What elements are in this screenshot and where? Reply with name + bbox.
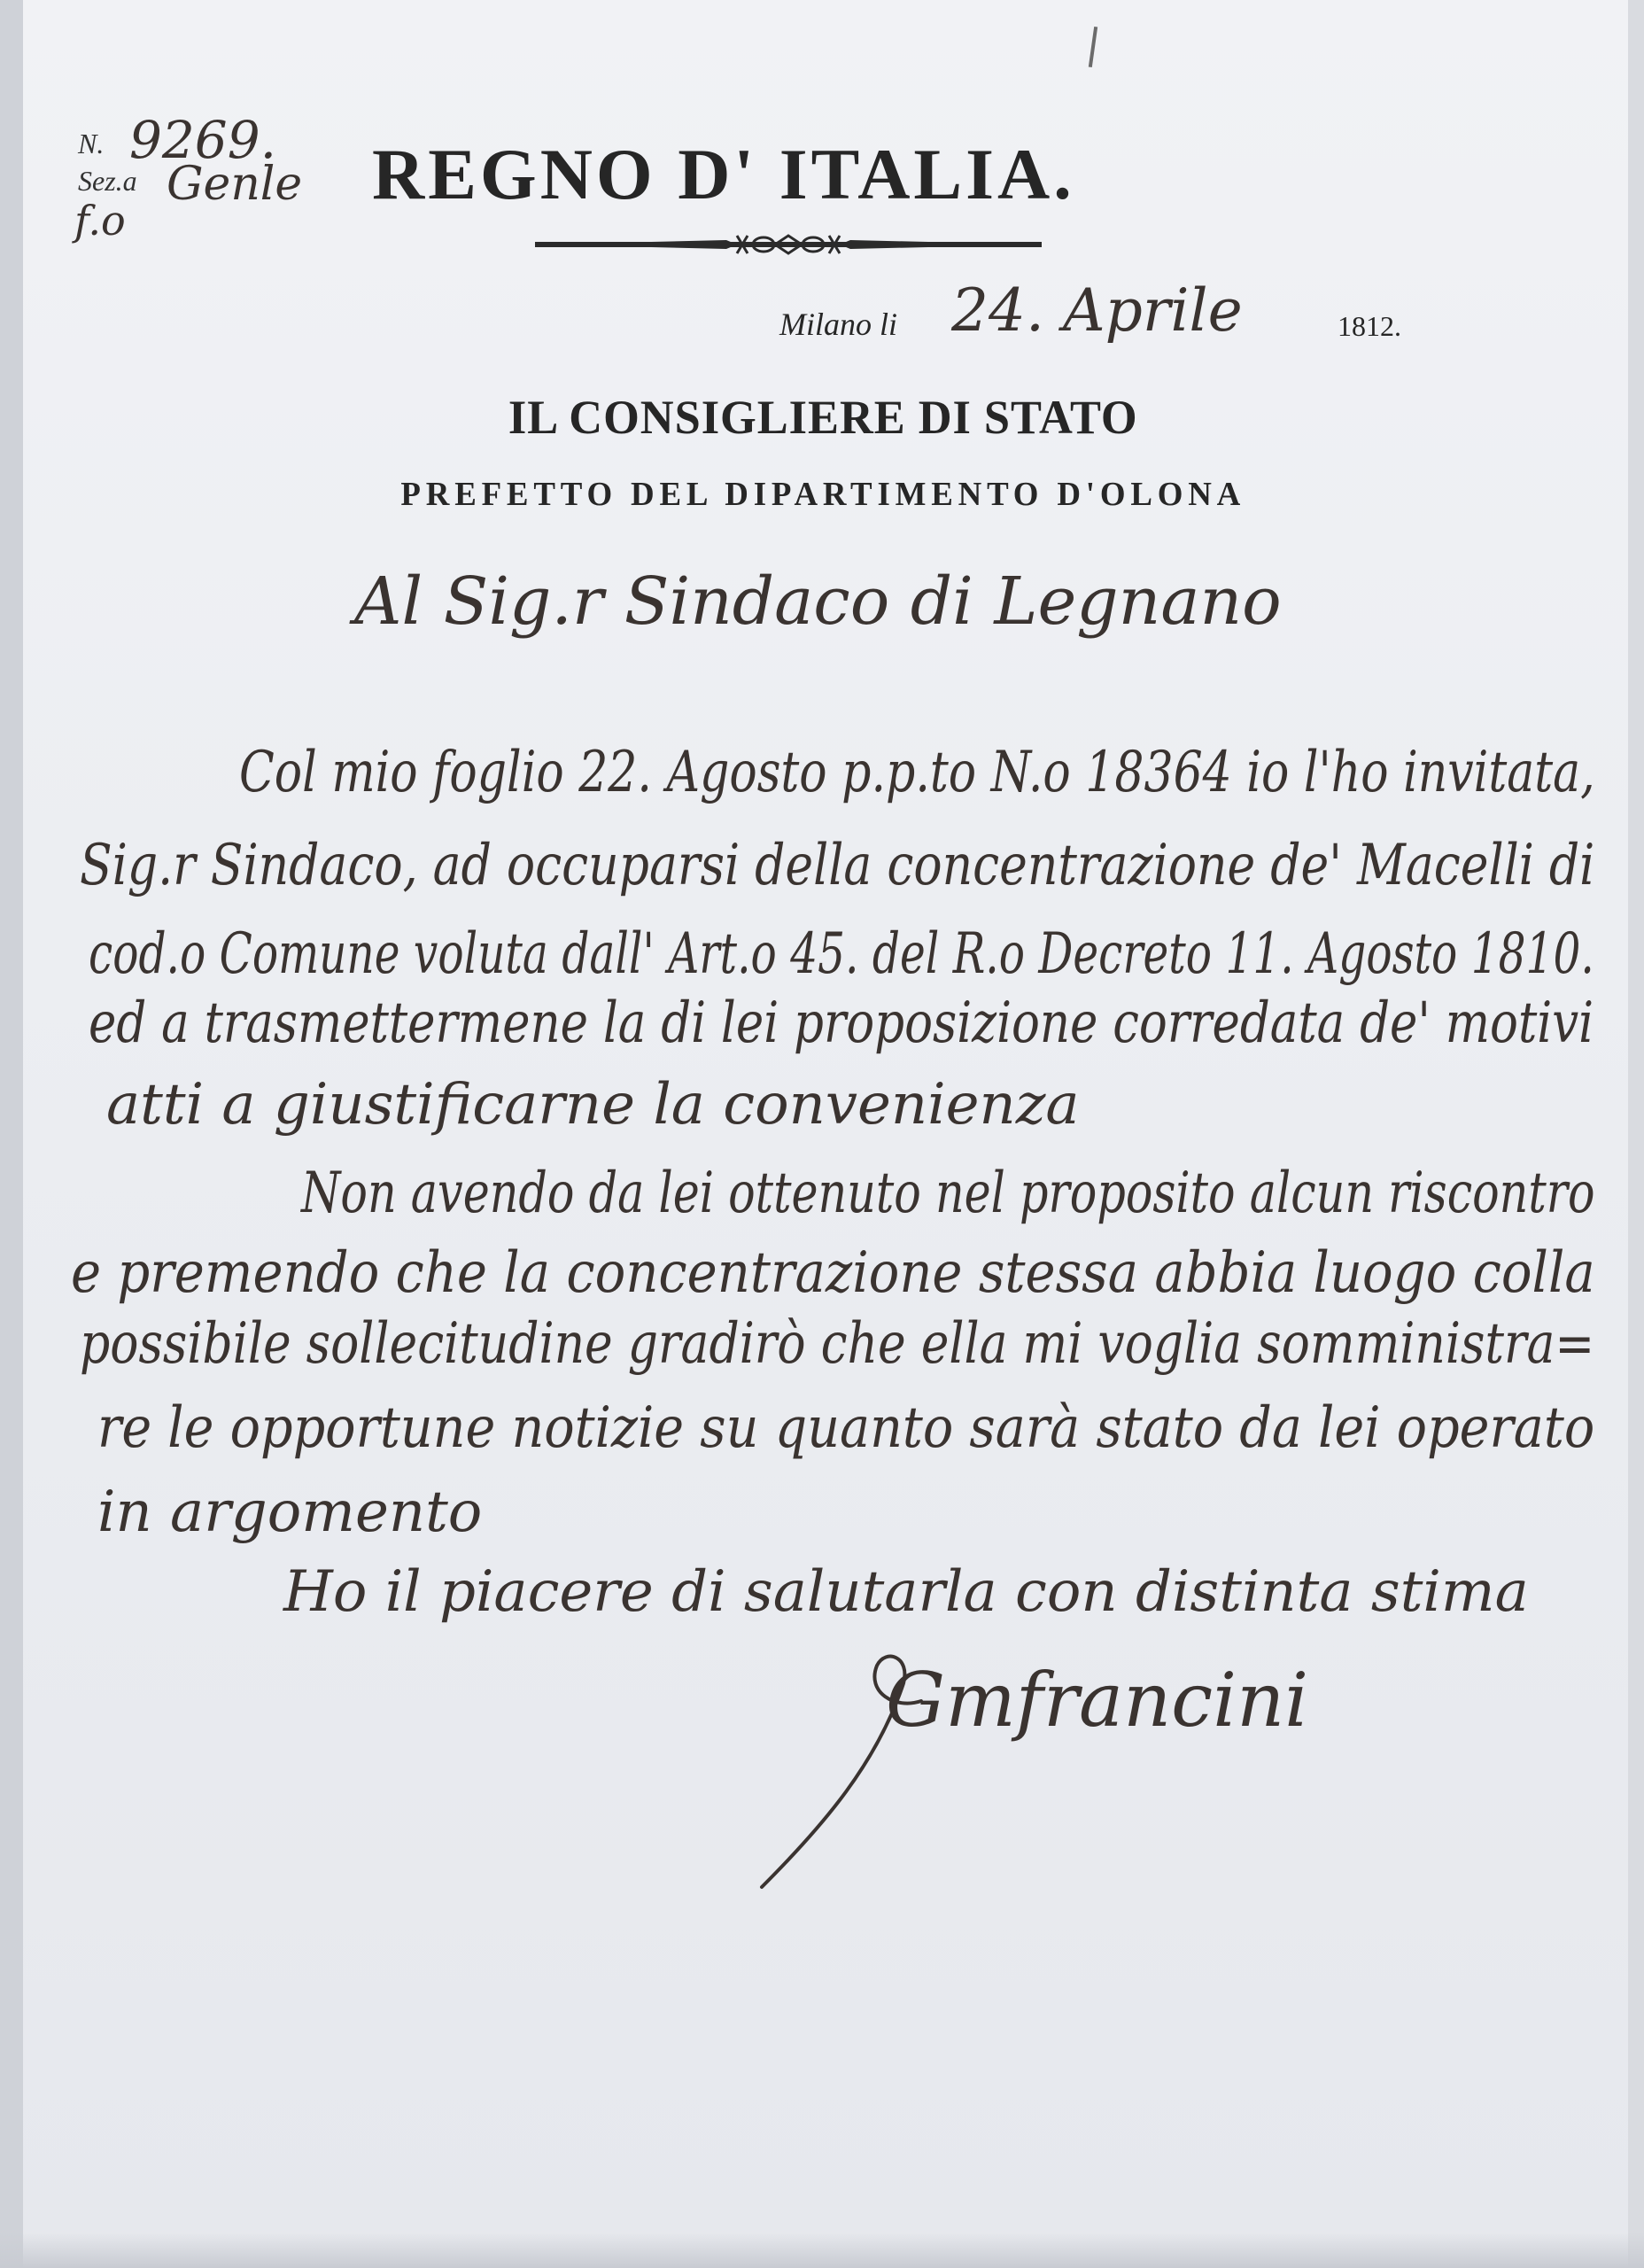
paper-right-edge bbox=[1628, 0, 1644, 2268]
signature: Gmfrancini bbox=[886, 1657, 1309, 1744]
section-value: Genle bbox=[167, 158, 303, 211]
dateline-date: 24. Aprile bbox=[951, 276, 1243, 345]
body-line: ed a trasmettermene la di lei proposizione corredata de' motivi bbox=[89, 990, 1594, 1056]
pen-mark bbox=[1089, 27, 1097, 67]
body-line: Non avendo da lei ottenuto nel proposito alcun riscontro bbox=[301, 1161, 1595, 1226]
body-line: in argomento bbox=[97, 1480, 483, 1545]
paper-bottom-shadow bbox=[0, 2233, 1644, 2268]
body-line: Sig.r Sindaco, ad occuparsi della concentrazione de' Macelli di bbox=[80, 833, 1595, 898]
body-line: re le opportune notizie su quanto sarà stato da lei operato bbox=[97, 1395, 1595, 1461]
dateline-year: 1812. bbox=[1338, 310, 1401, 342]
body-line: e premendo che la concentrazione stessa abbia luogo colla bbox=[71, 1240, 1595, 1306]
sender-subtitle: PREFETTO DEL DIPARTIMENTO D'OLONA bbox=[400, 476, 1246, 513]
section-annotation: f.o bbox=[74, 197, 126, 245]
body-line: possibile sollecitudine gradirò che ella mi voglia somministra= bbox=[80, 1311, 1595, 1377]
sender-title: IL CONSIGLIERE DI STATO bbox=[508, 391, 1138, 444]
letterhead-title: REGNO D' ITALIA. bbox=[372, 134, 1075, 214]
body-line: Col mio foglio 22. Agosto p.p.to N.o 18364 io l'ho invitata, bbox=[239, 740, 1595, 805]
protocol-label: N. bbox=[78, 128, 105, 159]
section-label: Sez.a bbox=[78, 165, 137, 197]
ornament-divider bbox=[531, 229, 1045, 260]
dateline-place: Milano li bbox=[779, 307, 897, 342]
body-line: cod.o Comune voluta dall' Art.o 45. del R.o Decreto 11. Agosto 1810. bbox=[89, 921, 1594, 987]
addressee: Al Sig.r Sindaco di Legnano bbox=[354, 563, 1282, 640]
body-line: atti a giustificarne la convenienza bbox=[106, 1072, 1080, 1138]
protocol-number: 9269. bbox=[129, 110, 277, 170]
closing-line: Ho il piacere di salutarla con distinta stima bbox=[283, 1559, 1529, 1625]
paper-left-edge bbox=[0, 0, 23, 2268]
